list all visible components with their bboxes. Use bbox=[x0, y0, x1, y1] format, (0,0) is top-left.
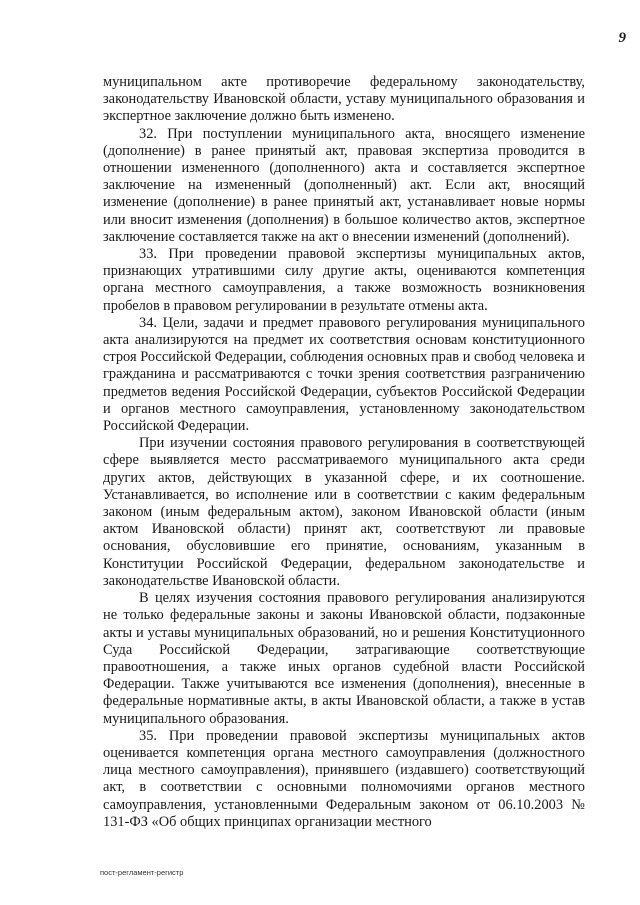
footer-file-label: пост-регламент-регистр bbox=[100, 868, 184, 877]
paragraph-34-regulation-state: При изучении состояния правового регулирования в соответствующей сфере выявляется место рассматриваемого муниципального акта среди других актов, действующих в указанной сфере, и их соотношение. Устанавливается, во исполнение или в соответствии с каким федеральным законом (иным федеральным актом), законом Ивановской области (иным актом Ивановской области) принят акт, соответствуют ли правовые основания, обусловившие его принятие, основаниям, указанным в Конституции Российской Федерации, федеральном законодательстве и законодательстве Ивановской области. bbox=[103, 435, 585, 589]
paragraph-35: 35. При проведении правовой экспертизы муниципальных актов оценивается компетенция органа местного самоуправления (должностного лица местного самоуправления), принявшего (издавшего) соответствующий акт, в соответствии с основными полномочиями органов местного самоуправления, установленными Федеральным законом от 06.10.2003 № 131-ФЗ «Об общих принципах организации местного bbox=[103, 727, 585, 830]
paragraph-33: 33. При проведении правовой экспертизы муниципальных актов, признающих утратившими силу другие акты, оцениваются компетенция органа местного самоуправления, а также возможность возникновения пробелов в правовом регулировании в результате отмены акта. bbox=[103, 246, 585, 314]
paragraph-continuation: муниципальном акте противоречие федеральному законодательству, законодательству Ивановской области, уставу муниципального образования и экспертное заключение должно быть изменено. bbox=[103, 74, 585, 125]
document-body bbox=[103, 74, 585, 831]
paragraph-32: 32. При поступлении муниципального акта, вносящего изменение (дополнение) в ранее принятый акт, правовая экспертиза проводится в отношении измененного (дополненного) акта и составляется экспертное заключение на измененный (дополненный) акт. Если акт, вносящий изменение (дополнение) в ранее принятый акт, устанавливает новые нормы или вносит изменения (дополнения) в большое количество актов, экспертное заключение составляется также на акт о внесении изменений (дополнений). bbox=[103, 125, 585, 245]
paragraph-34-analysis: В целях изучения состояния правового регулирования анализируются не только федеральные законы и законы Ивановской области, подзаконные акты и уставы муниципальных образований, но и решения Конституционного Суда Российской Федерации, затрагивающие соответствующие правоотношения, а также иных органов судебной власти Российской Федерации. Также учитываются все изменения (дополнения), внесенные в федеральные нормативные акты, в акты Ивановской области, а также в устав муниципального образования. bbox=[103, 590, 585, 727]
paragraph-34: 34. Цели, задачи и предмет правового регулирования муниципального акта анализируются на предмет их соответствия основам конституционного строя Российской Федерации, соблюдения основных прав и свобод человека и гражданина и рассматриваются с точки зрения соответствия разграничению предметов ведения Российской Федерации, субъектов Российской Федерации и органов местного самоуправления, установленному законодательством Российской Федерации. bbox=[103, 314, 585, 435]
page-number: 9 bbox=[618, 30, 626, 46]
